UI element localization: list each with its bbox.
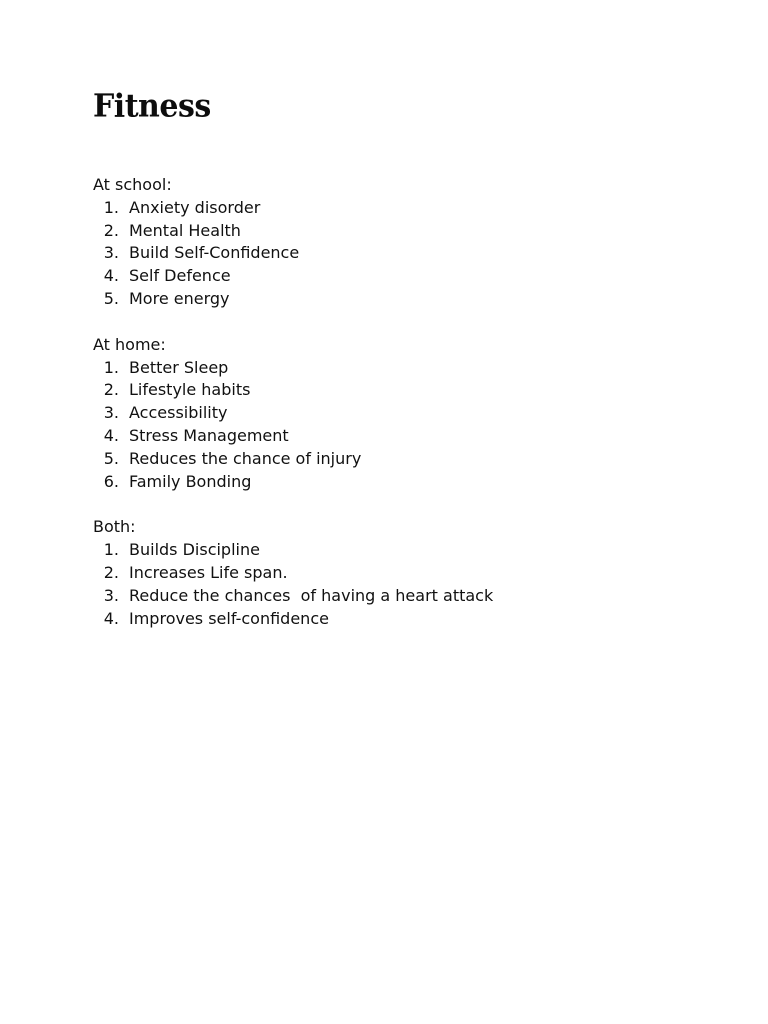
list-item	[93, 585, 733, 608]
list-item	[93, 265, 733, 288]
section-at-school	[93, 174, 733, 311]
list-number: 4.	[103, 425, 119, 445]
list-number: 3.	[103, 585, 119, 605]
list-number: 4.	[103, 266, 119, 286]
list-item-text: Improves self-confidence	[129, 608, 329, 628]
list-number: 5.	[103, 448, 119, 468]
section-heading: At school:	[93, 175, 172, 194]
list-number: 1.	[103, 357, 119, 377]
numbered-list	[93, 197, 733, 311]
list-item-text: Accessibility	[129, 403, 228, 423]
section-heading: Both:	[93, 517, 136, 537]
numbered-list	[93, 539, 733, 630]
list-item	[93, 379, 733, 402]
list-item-text: Reduces the chance of injury	[129, 448, 362, 468]
list-item-text: Build Self-Confidence	[129, 243, 300, 263]
list-item-text: Stress Management	[129, 425, 289, 445]
list-item-text: Reduce the chances of having a heart attack	[129, 585, 494, 605]
list-item	[93, 220, 733, 243]
list-item	[93, 242, 733, 265]
document-page	[93, 84, 733, 630]
list-item-text: Better Sleep	[129, 357, 229, 377]
list-number: 4.	[103, 608, 119, 628]
list-item-text: Increases Life span.	[129, 562, 288, 582]
list-item	[93, 357, 733, 380]
list-number: 1.	[103, 197, 119, 217]
list-item	[93, 471, 733, 494]
list-item	[93, 288, 733, 311]
list-item	[93, 539, 733, 562]
list-number: 2.	[103, 380, 119, 400]
page-title: Fitness	[93, 88, 211, 125]
numbered-list	[93, 357, 733, 494]
list-number: 6.	[103, 471, 119, 491]
list-item-text: Builds Discipline	[129, 540, 260, 560]
list-item-text: Anxiety disorder	[129, 197, 261, 217]
list-item	[93, 562, 733, 585]
list-number: 2.	[103, 220, 119, 240]
list-number: 2.	[103, 562, 119, 582]
section-at-home	[93, 334, 733, 494]
list-item-text: Family Bonding	[129, 471, 252, 491]
list-item-text: Mental Health	[129, 220, 241, 240]
list-number: 3.	[103, 243, 119, 263]
list-item-text: Self Defence	[129, 266, 231, 286]
list-item	[93, 402, 733, 425]
list-number: 1.	[103, 540, 119, 560]
list-item	[93, 448, 733, 471]
list-item	[93, 197, 733, 220]
list-item-text: Lifestyle habits	[129, 380, 251, 400]
list-number: 5.	[103, 288, 119, 308]
list-item	[93, 425, 733, 448]
list-item-text: More energy	[129, 288, 230, 308]
section-heading: At home:	[93, 334, 166, 354]
list-number: 3.	[103, 403, 119, 423]
section-both	[93, 516, 733, 630]
list-item	[93, 608, 733, 631]
